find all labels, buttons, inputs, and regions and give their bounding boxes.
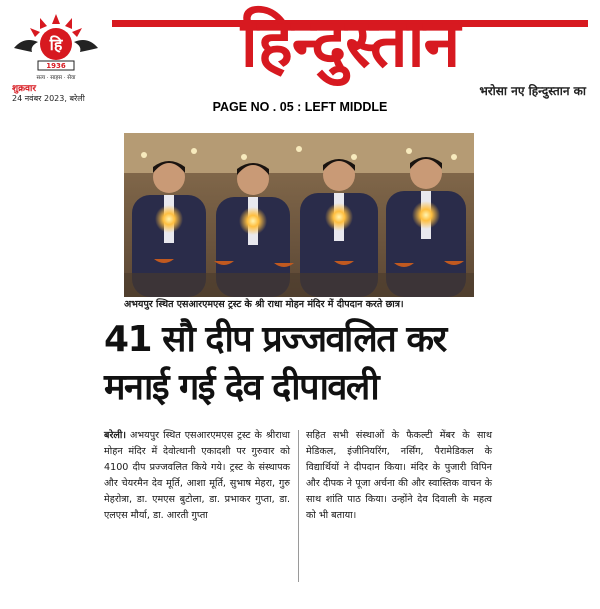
page-label: PAGE NO . 05 : LEFT MIDDLE [212,100,388,114]
newspaper-emblem [10,8,102,82]
emblem-glyph: हि [49,35,63,54]
newspaper-tagline: भरोसा नए हिन्दुस्तान का [479,84,586,98]
newspaper-title: हिन्दुस्तान [240,5,460,82]
article-column [104,428,290,524]
issue-date-city: 24 नवंबर 2023, बरेली [12,94,85,103]
column-divider [298,430,299,582]
news-photo [124,133,474,297]
article-column [306,428,492,524]
article-text: अभयपुर स्थित एसआरएमएस ट्रस्ट के श्रीराधा मोहन मंदिर में देवोत्थानी एकादशी पर गुरुवार को 4100 दीप प्रज्जवलित किये गये। ट्रस्ट के संस्थापक और चेयरमैन देव मूर्ति, आशा मूर्ति, सुभाष मेहरा, गुरु मेहरोत्रा, डा. एमएस बुटोला, डा. प्रभाकर गुप्ता, डा. एलएस मौर्या, डा. आरती गुप्ता [104,430,290,521]
emblem-motto: सत्य · साहस · सेवा [36,75,76,81]
emblem-year: 1936 [46,62,66,70]
issue-day: शुक्रवार [12,84,37,94]
headline-line: 41 सौ दीप प्रज्जवलित कर [104,319,446,360]
article-headline [104,316,504,412]
article-dateline: बरेली। [104,430,127,441]
photo-caption: अभयपुर स्थित एसआरएमएस ट्रस्ट के श्री राधा मोहन मंदिर में दीपदान करते छात्र। [124,299,404,310]
article-text: सहित सभी संस्थाओं के फैकल्टी मेंबर के साथ मेडिकल, इंजीनियरिंग, नर्सिंग, पैरामेडिकल के विद्यार्थियों ने दीपदान किया। मंदिर के पुजारी विपिन और दीपक ने पूजा अर्चना की और स्वास्तिक वाचन के साथ शांति पाठ किया। उन्होंने देव दिवाली के महत्व को भी बताया। [306,430,492,521]
headline-line: मनाई गई देव दीपावली [104,367,379,408]
